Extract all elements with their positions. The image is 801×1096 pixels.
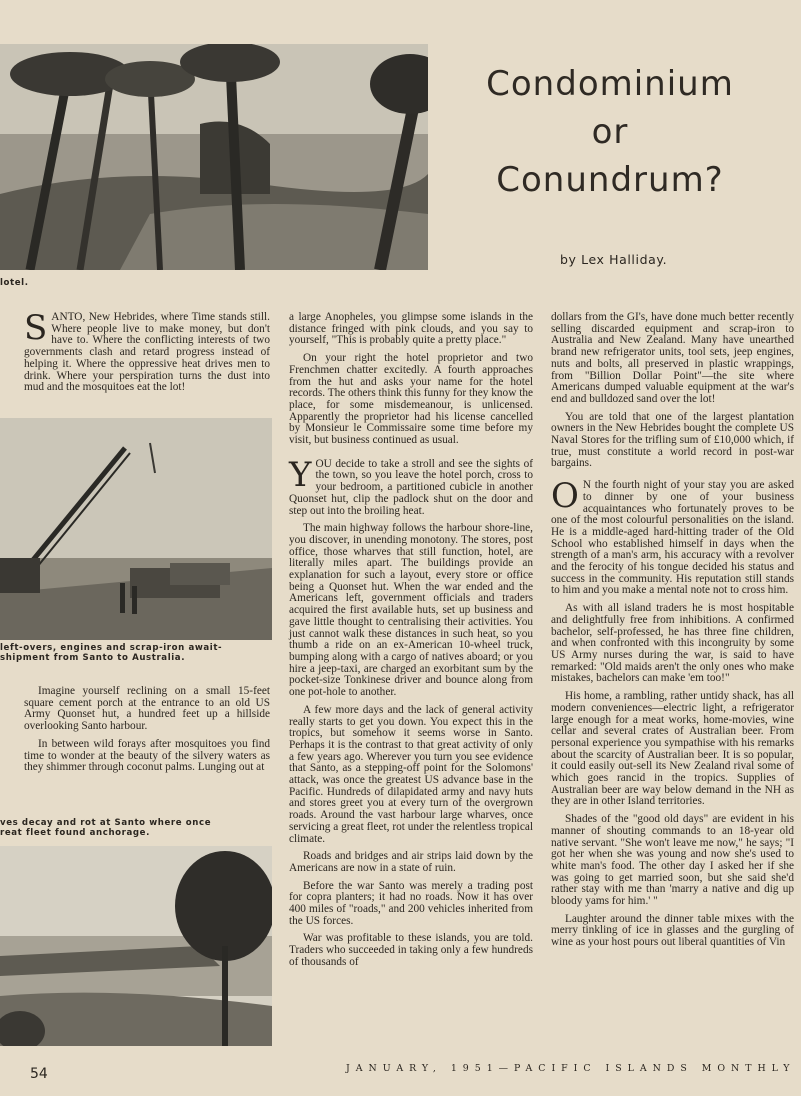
paragraph: As with all island traders he is most hospitable and delightfully free from inhibitions. A confirmed bachelor, self-professed, he has three fine children, and when confronted with this incongruity by some US Army nurses during the war, is said to have remarked: "Old maids aren't the only ones who make mistakes, bachelors can make 'em too!": [551, 602, 794, 685]
paragraph: On your right the hotel proprietor and two Frenchmen chatter excitedly. A fourth approaches from the hut and asks your name for the hotel records. The others think this funny for they know the place, for some misdemeanour, is unlicensed. Apparently the proprietor had his license cancelled by Monsieur le Commissaire some time before my visit, but business continued as usual.: [289, 352, 533, 447]
paragraph-text: ANTO, New Hebrides, where Time stands still. Where people live to make money, but don't have to. Where the conflicting interests of two governments clash and retard progress instead of helping it. Where the oppressive heat drives men to drink. Where your perspiration turns the dust into mud and the mosquitoes eat the lot!: [24, 311, 270, 394]
paragraph: War was profitable to these islands, you are told. Traders who succeeded in taking only a few hundreds of thousands of: [289, 932, 533, 968]
paragraph: Imagine yourself reclining on a small 15-feet square cement porch at the entrance to an old US Army Quonset hut, a hundred feet up a hillside overlooking Santo harbour.: [24, 685, 270, 733]
paragraph: Shades of the "good old days" are evident in his manner of shouting commands to an 18-year old native servant. "She won't leave me now," he says; "I got her when she was young and now she's used to white man's food. The other day I asked her if she was going to get married soon, but she said she'd rather stay with me than 'marry a native and dig up bloody yams for him.' ": [551, 813, 794, 908]
paragraph: dollars from the GI's, have done much better recently selling discarded equipment and scrap-iron to Australia and New Zealand. Many have unearthed brand new refrigerator units, tool sets, jeep engines, nuts and bolts, all preserved in plastic wrappings, from "Billion Dollar Point"—the site where Americans dumped valuable equipment at the war's end and bulldozed sand over the lot!: [551, 311, 794, 405]
title-line-3: Conundrum?: [496, 160, 724, 200]
paragraph: His home, a rambling, rather untidy shack, has all modern conveniences—electric light, a refrigerator large enough for a meat works, home-movies, wine cellar and several crates of Australian beer. From personal experience you sympathise with his remarks about the scarcity of Australian beer. It is so popular, it could easily out-sell its New Zealand rival some of which goes rancid in the tropics. Supplies of Australian beer are way below demand in the NH as they are in other Island territories.: [551, 690, 794, 808]
title-line-2: or: [591, 112, 629, 152]
hotel-photo: [0, 44, 428, 270]
paragraph: [24, 308, 270, 394]
paragraph: The main highway follows the harbour shore-line, you discover, in unending monotony. The stores, post office, those wharves that still function, hotel, are literally miles apart. The buildings provide an explanation for such a layout, every store or office being a Quonset hut. When the war ended and the Americans left, government officials and traders acquired the first available huts, set up business and gave little thought to centralising their activities. You just cannot walk these distances in such heat, so you thumb a ride on an ex-American 10-wheel truck, bumping along with a cargo of natives aboard; or you hire a jeep-taxi, are charged an exorbitant sum by the pocket-size Tonkinese driver and bounce along from one pot-hole to another.: [289, 522, 533, 699]
drop-cap: Y: [289, 454, 312, 495]
column-3: [551, 312, 794, 955]
page-number: 54: [30, 1066, 48, 1082]
paragraph: Roads and bridges and air strips laid down by the Americans are now in a state of ruin.: [289, 850, 533, 874]
paragraph: A few more days and the lack of general activity really starts to get you down. You expect this in the tropics, but somehow it seems worse in Santo. Perhaps it is the contrast to that great activity of only a few years ago. Wherever you turn you see evidence that Santo, as a stepping-off point for the Solomons' attack, was once the greatest US advance base in the Pacific. Hundreds of dilapidated army and navy huts and stores greet you at every turn of the overgrown roads. Around the vast harbour large wharves, once servicing a great fleet, rot under the relentless tropical climate.: [289, 703, 533, 845]
column-1-top: [24, 308, 270, 400]
byline: by Lex Halliday.: [560, 252, 668, 267]
crane-photo: [0, 418, 272, 640]
column-2: [289, 312, 533, 975]
paragraph-text: N the fourth night of your stay you are asked to dinner by one of your business acquaintances who fortunately proves to be one of the most colourful personalities on the island. He is a middle-aged hard-hitting trader of the Old School who established himself in days when the strength of a man's arm, his accuracy with a revolver and the ferocity of his tongue decided his status and success in the community. His reputation still stands to him and you make a mental note not to cross him.: [551, 479, 794, 597]
paragraph: [551, 476, 794, 597]
top-photo-caption: lotel.: [0, 278, 29, 288]
paragraph: You are told that one of the largest plantation owners in the New Hebrides bought the complete US Naval Stores for the trifling sum of £10,000 which, if true, must constitute a world record in post-war bargains.: [551, 410, 794, 470]
drop-cap: O: [551, 476, 579, 517]
harbour-photo: [0, 846, 272, 1046]
harbour-photo-caption: ves decay and rot at Santo where once reat fleet found anchorage.: [0, 818, 212, 838]
paragraph: Before the war Santo was merely a trading post for copra planters; it had no roads. Now it has over 400 miles of "roads," and 200 vehicles inherited from the US forces.: [289, 879, 533, 927]
running-footer: JANUARY, 1951—PACIFIC ISLANDS MONTHLY: [346, 1063, 796, 1074]
article-title: [440, 60, 780, 204]
paragraph: a large Anopheles, you glimpse some islands in the distance fringed with pink clouds, and you say to yourself, "This is probably quite a pretty place.": [289, 311, 533, 347]
title-line-1: Condominium: [486, 64, 734, 104]
column-1-middle: [24, 686, 270, 780]
paragraph: In between wild forays after mosquitoes you find time to wonder at the beauty of the silvery waters as they shimmer through coconut palms. Lunging out at: [24, 737, 270, 774]
crane-photo-caption: left-overs, engines and scrap-iron await- shipment from Santo to Australia.: [0, 643, 223, 663]
drop-cap: S: [24, 308, 48, 348]
paragraph: [289, 454, 533, 518]
paragraph: Laughter around the dinner table mixes with the merry tinkling of ice in glasses and the gurgling of wine as your host pours out liberal quantities of Vin: [551, 912, 794, 949]
paragraph-text: OU decide to take a stroll and see the sights of the town, so you leave the hotel porch, cross to your bedroom, a partitioned cubicle in another Quonset hut, clip the padlock shut on the door and step out into the broiling heat.: [289, 457, 533, 517]
